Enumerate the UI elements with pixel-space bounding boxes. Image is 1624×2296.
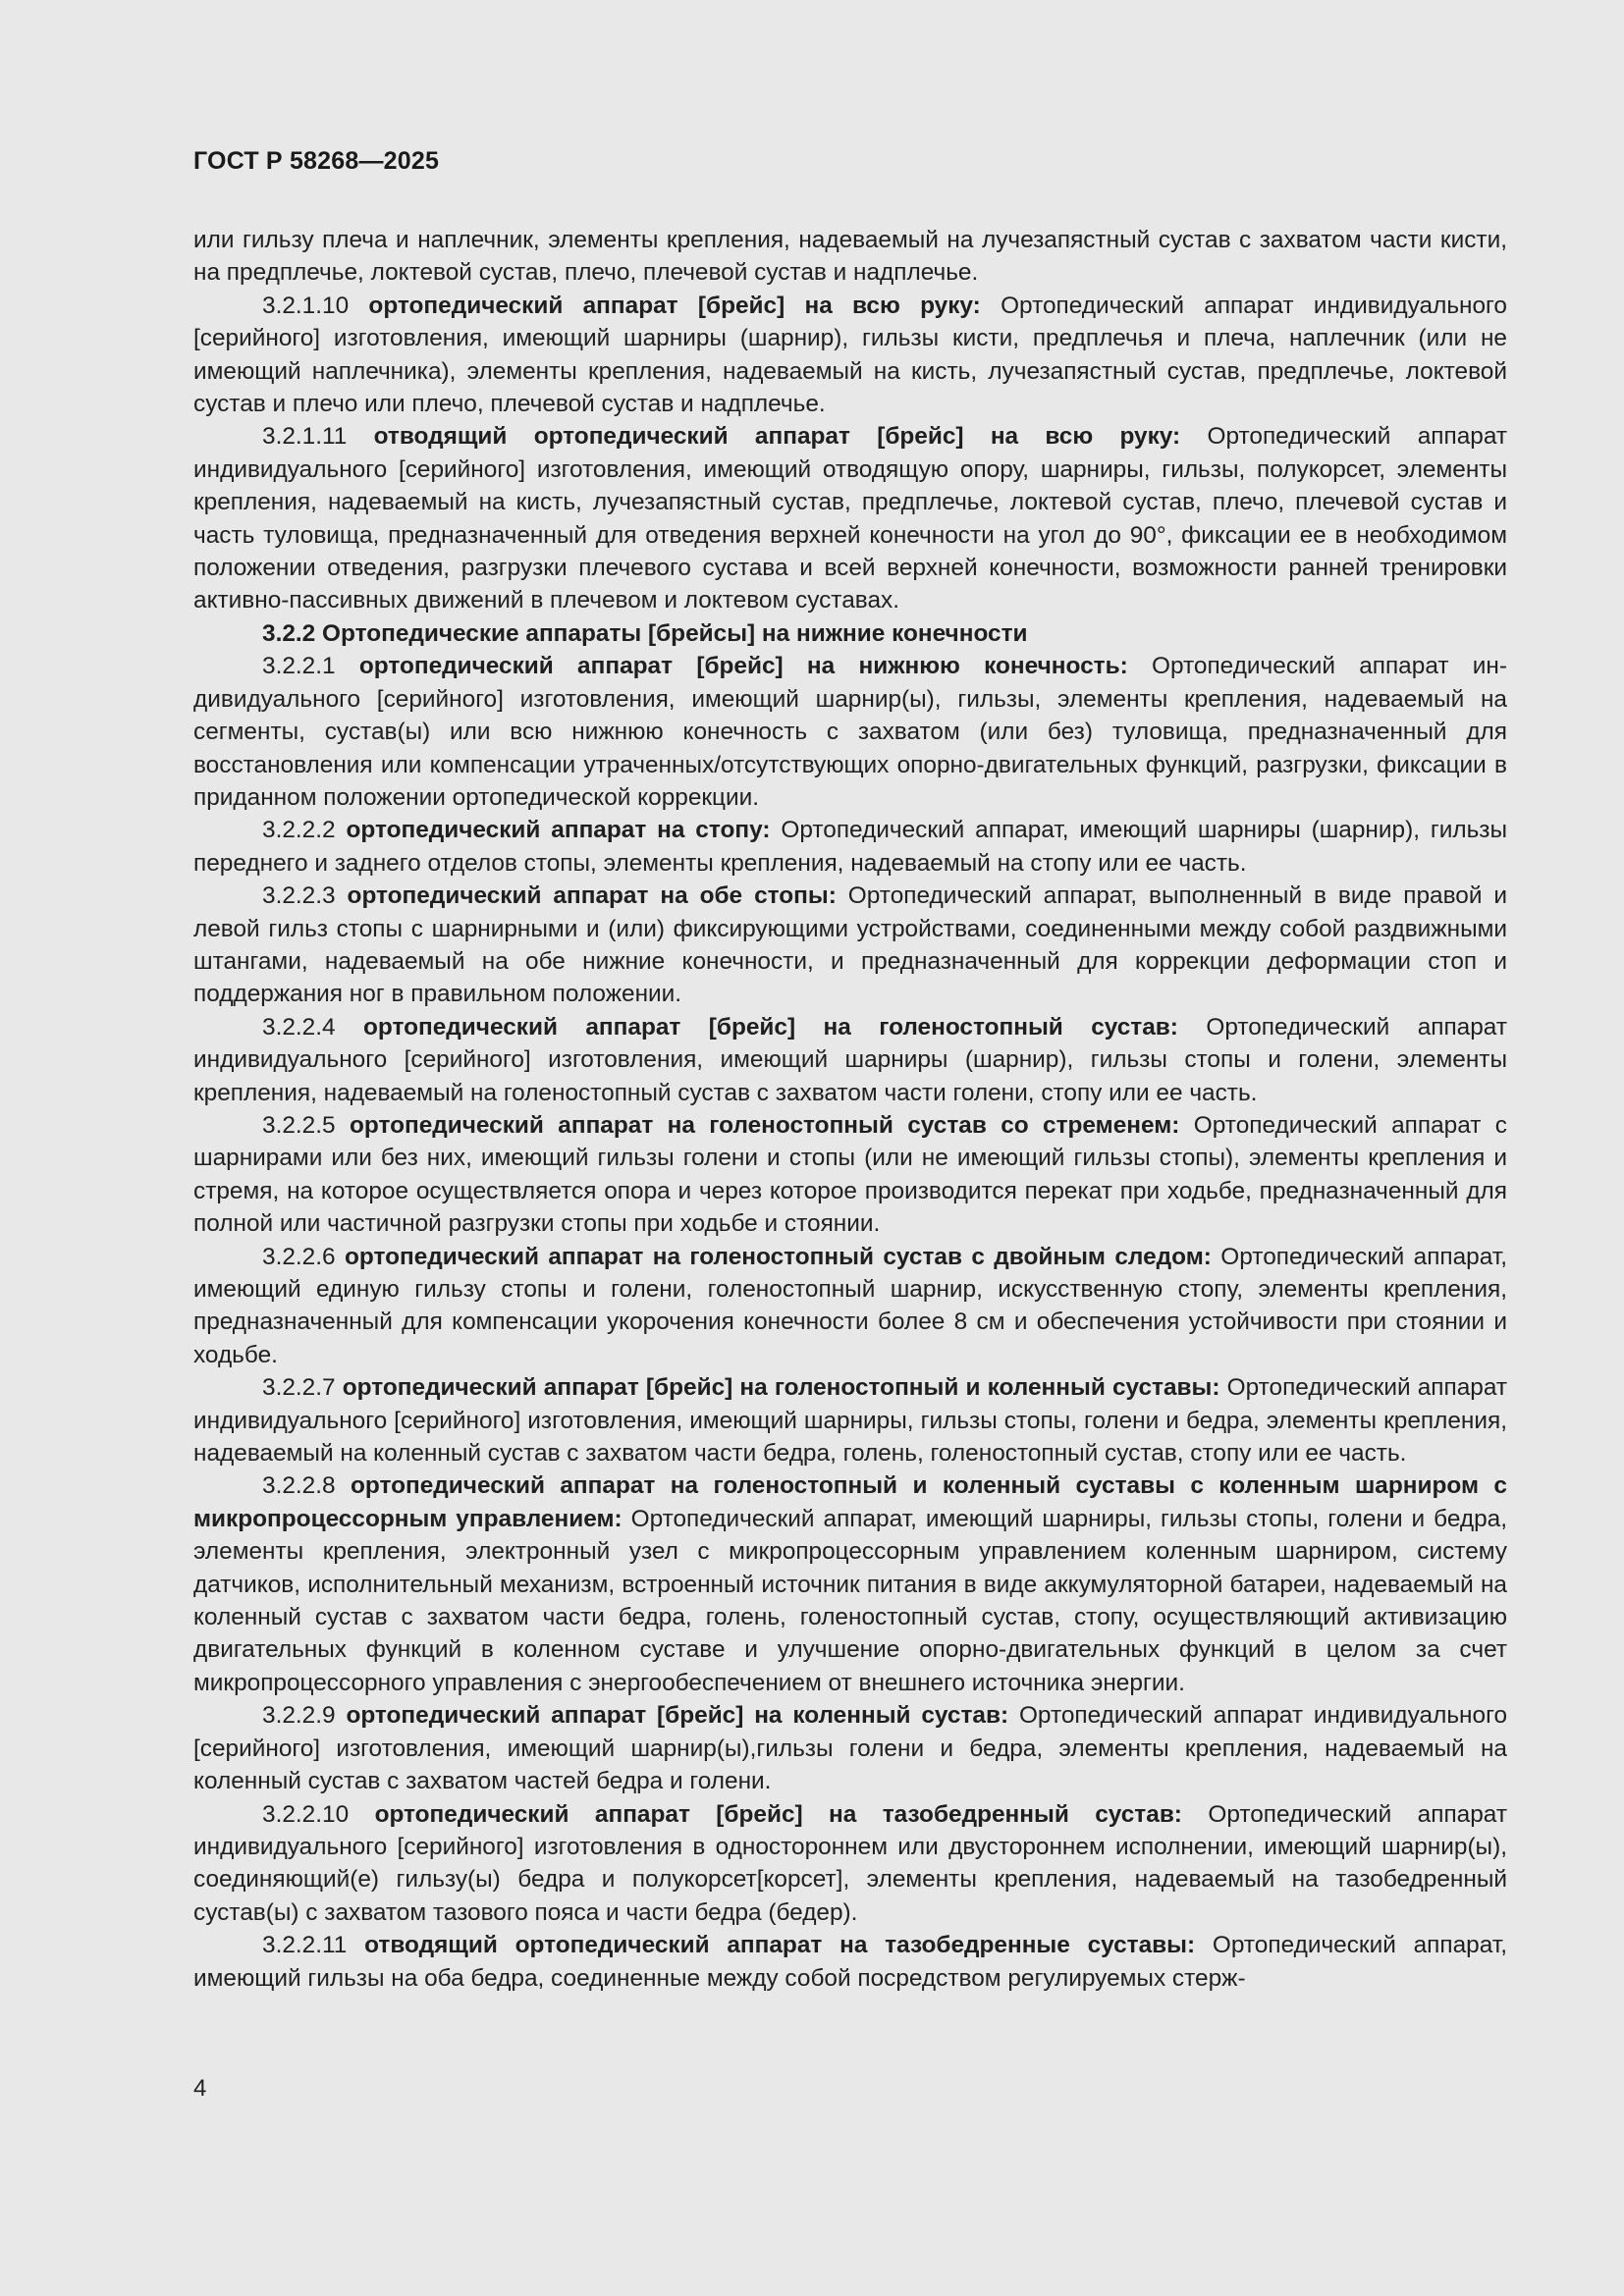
term: ортопедический аппарат [брейс] на голеностопный сустав: [363, 1013, 1178, 1041]
clause-number: 3.2.2.9 [262, 1702, 336, 1730]
paragraph-text: Ортопедический аппарат, имеющий единую гильзу стопы и голени, голеностопный шарнир, искусственную стопу, элементы крепления, предназначенный для компенсации укорочения конечности более 8 см и обеспечения устойчивости при стоянии и ходьбе. [193, 1243, 1508, 1368]
clause-number: 3.2.2.6 [262, 1243, 336, 1270]
term: ортопедический аппарат [брейс] на тазобедренный сустав: [374, 1800, 1182, 1828]
term: ортопедический аппарат на обе стопы: [347, 882, 837, 910]
term: ортопедический аппарат [брейс] на нижнюю конечность: [358, 653, 1128, 680]
paragraph-3-2-2-9 [193, 1699, 1507, 1797]
paragraph-text: Ортопедический аппарат индивидуального [серийного] изготовления, имеющий шарнир(ы), гильзы, элементы крепления, надеваемый на сегменты, сустав(ы) или всю нижнюю конечность с захватом (или без) туловища, предназначенный для восстановления или компенсации утраченных/отсутствующих опорно-двигательных функций, разгрузки, фиксации в приданном положении ортопедической коррекции. [193, 653, 1507, 811]
document-body [193, 224, 1507, 1995]
paragraph-3-2-2-3 [193, 880, 1507, 1011]
section-heading-3-2-2 [193, 617, 1507, 650]
term: ортопедический аппарат [брейс] на голеностопный и коленный суставы: [342, 1374, 1220, 1402]
paragraph-3-2-1-10 [193, 290, 1507, 421]
paragraph-text: Ортопедический аппарат с шарнирами или без них, имеющий гильзы голени и стопы (или не имеющий гильзы стопы), элементы крепления и стремя, на которое осуществляется опора и через которое производится перекат при ходьбе, предназначенный для полной или частичной разгрузки стопы при ходьбе и стоянии. [193, 1111, 1507, 1238]
paragraph-text: Ортопедический аппарат индивидуального [серийного] изготовления, имеющий шарниры, гильзы стопы, голени и бедра, элементы крепления, надеваемый на коленный сустав с захватом части бедра, голень, голеностопный сустав, стопу или ее часть. [193, 1374, 1508, 1468]
term: ортопедический аппарат на голеностопный сустав с двойным следом: [345, 1243, 1212, 1270]
term: отводящий ортопедический аппарат [брейс] на всю руку: [373, 423, 1181, 451]
paragraph-text: Ортопедический аппарат индивидуального [серийного] изготовления, имеющий отводящую опору, шарниры, гильзы, полукорсет, элементы крепления, надеваемый на кисть, лучезапястный сустав, предплечье, локтевой сустав, плечо, плечевой сустав и часть туловища, предназначенный для отведения верхней конечности на угол до 90°, фиксации ее в необходимом положении отведения, разгрузки плечевого сустава и всей верхней конечности, возможности ранней тренировки активно-пассивных движений в плечевом и локтевом суставах. [193, 423, 1508, 614]
paragraph-3-2-2-8 [193, 1469, 1507, 1699]
paragraph-text: Ортопедический аппарат, имеющий шарниры (шарнир), гильзы переднего и заднего отделов стопы, элементы крепления, надеваемый на стопу или ее часть. [193, 817, 1508, 877]
paragraph-3-2-2-5 [193, 1109, 1507, 1241]
clause-number: 3.2.1.11 [262, 423, 348, 451]
clause-number: 3.2.2.4 [262, 1013, 336, 1041]
clause-number: 3.2.2.3 [262, 882, 336, 910]
term: ортопедический аппарат [брейс] на всю руку: [368, 292, 981, 319]
document-header: ГОСТ Р 58268—2025 [193, 147, 440, 175]
term: ортопедический аппарат на голеностопный сустав со стременем: [349, 1111, 1180, 1139]
paragraph-text: Ортопедический аппарат, выполненный в виде правой и левой гильз стопы с шарнирными и (или) фиксирующими устройствами, соединенными между собой раздвижными штангами, надеваемый на обе нижние конечности, и предназначенный для коррекции деформации стоп и поддержания ног в правильном положении. [193, 882, 1508, 1008]
paragraph-continuation [193, 224, 1507, 290]
clause-number: 3.2.2.2 [262, 817, 336, 844]
term: ортопедический аппарат на голеностопный и коленный суставы с коленным шарниром с микропроцессорным управлением: [193, 1472, 1507, 1532]
paragraph-3-2-1-11 [193, 420, 1507, 616]
paragraph-3-2-2-1 [193, 650, 1507, 814]
section-title: 3.2.2 Ортопедические аппараты [брейсы] на нижние конечности [262, 619, 1028, 647]
clause-number: 3.2.1.10 [262, 292, 350, 319]
clause-number: 3.2.2.8 [262, 1472, 336, 1500]
paragraph-text: Ортопедический аппарат индивидуального [серийного] изготовления, имеющий шарнир(ы),гильзы голени и бедра, элементы крепления, надеваемый на коленный сустав с захватом частей бедра и голени. [193, 1702, 1508, 1795]
paragraph-3-2-2-10 [193, 1798, 1507, 1930]
paragraph-3-2-2-11 [193, 1929, 1507, 1995]
page-number: 4 [193, 2075, 207, 2102]
paragraph-3-2-2-6 [193, 1241, 1507, 1372]
paragraph-text: Ортопедический аппарат, имеющий гильзы на оба бедра, соединенные между собой посредством регулируемых стерж- [193, 1932, 1507, 1992]
term: отводящий ортопедический аппарат на тазобедренные суставы: [364, 1932, 1196, 1959]
clause-number: 3.2.2.11 [262, 1932, 348, 1959]
clause-number: 3.2.2.10 [262, 1800, 350, 1828]
term: ортопедический аппарат на стопу: [346, 817, 771, 844]
clause-number: 3.2.2.5 [262, 1111, 336, 1139]
paragraph-3-2-2-7 [193, 1371, 1507, 1469]
paragraph-text: Ортопедический аппарат индивидуального [серийного] изготовления, имеющий шарниры (шарнир), гильзы стопы и голени, элементы крепления, надеваемый на голеностопный сустав с захватом части голени, стопу или ее часть. [193, 1013, 1508, 1106]
paragraph-text: Ортопедический аппарат индивидуального [серийного] изготовления в одностороннем или двустороннем исполнении, имеющий шарнир(ы), соединяющий(е) гильзу(ы) бедра и полукорсет[корсет], элементы крепления, надеваемый на тазобедренный сустав(ы) с захватом тазового пояса и части бедра (бедер). [193, 1800, 1507, 1926]
clause-number: 3.2.2.1 [262, 653, 336, 680]
term: ортопедический аппарат [брейс] на коленный сустав: [346, 1702, 1009, 1730]
paragraph-text: Ортопедический аппарат индивидуального [серийного] изготовления, имеющий шарниры (шарнир), гильзы кисти, предплечья и плеча, наплечник (или не имеющий наплечника), элементы крепления, надеваемый на кисть, лучезапястный сустав, предплечье, локтевой сустав и плечо или плечо, плечевой сустав и надплечье. [193, 292, 1507, 418]
paragraph-3-2-2-4 [193, 1011, 1507, 1109]
paragraph-3-2-2-2 [193, 814, 1507, 880]
paragraph-text: или гильзу плеча и наплечник, элементы крепления, надеваемый на лучезапястный сустав с захватом части кисти, на предплечье, локтевой сустав, плечо, плечевой сустав и надплечье. [193, 227, 1507, 287]
paragraph-text: Ортопедический аппарат, имеющий шарниры, гильзы стопы, голени и бедра, элементы крепления, электронный узел с микропроцессорным управлением коленным шарниром, систему датчиков, исполнительный механизм, встроенный источник питания в виде аккумуляторной батареи, надеваемый на коленный сустав с захватом части бедра, голень, голеностопный сустав, стопу, осуществляющий активизацию двигательных функций в коленном суставе и улучшение опорно-двигательных функций в целом за счет микропроцессорного управления с энергообеспечением от внешнего источника энергии. [193, 1505, 1507, 1696]
clause-number: 3.2.2.7 [262, 1374, 336, 1402]
